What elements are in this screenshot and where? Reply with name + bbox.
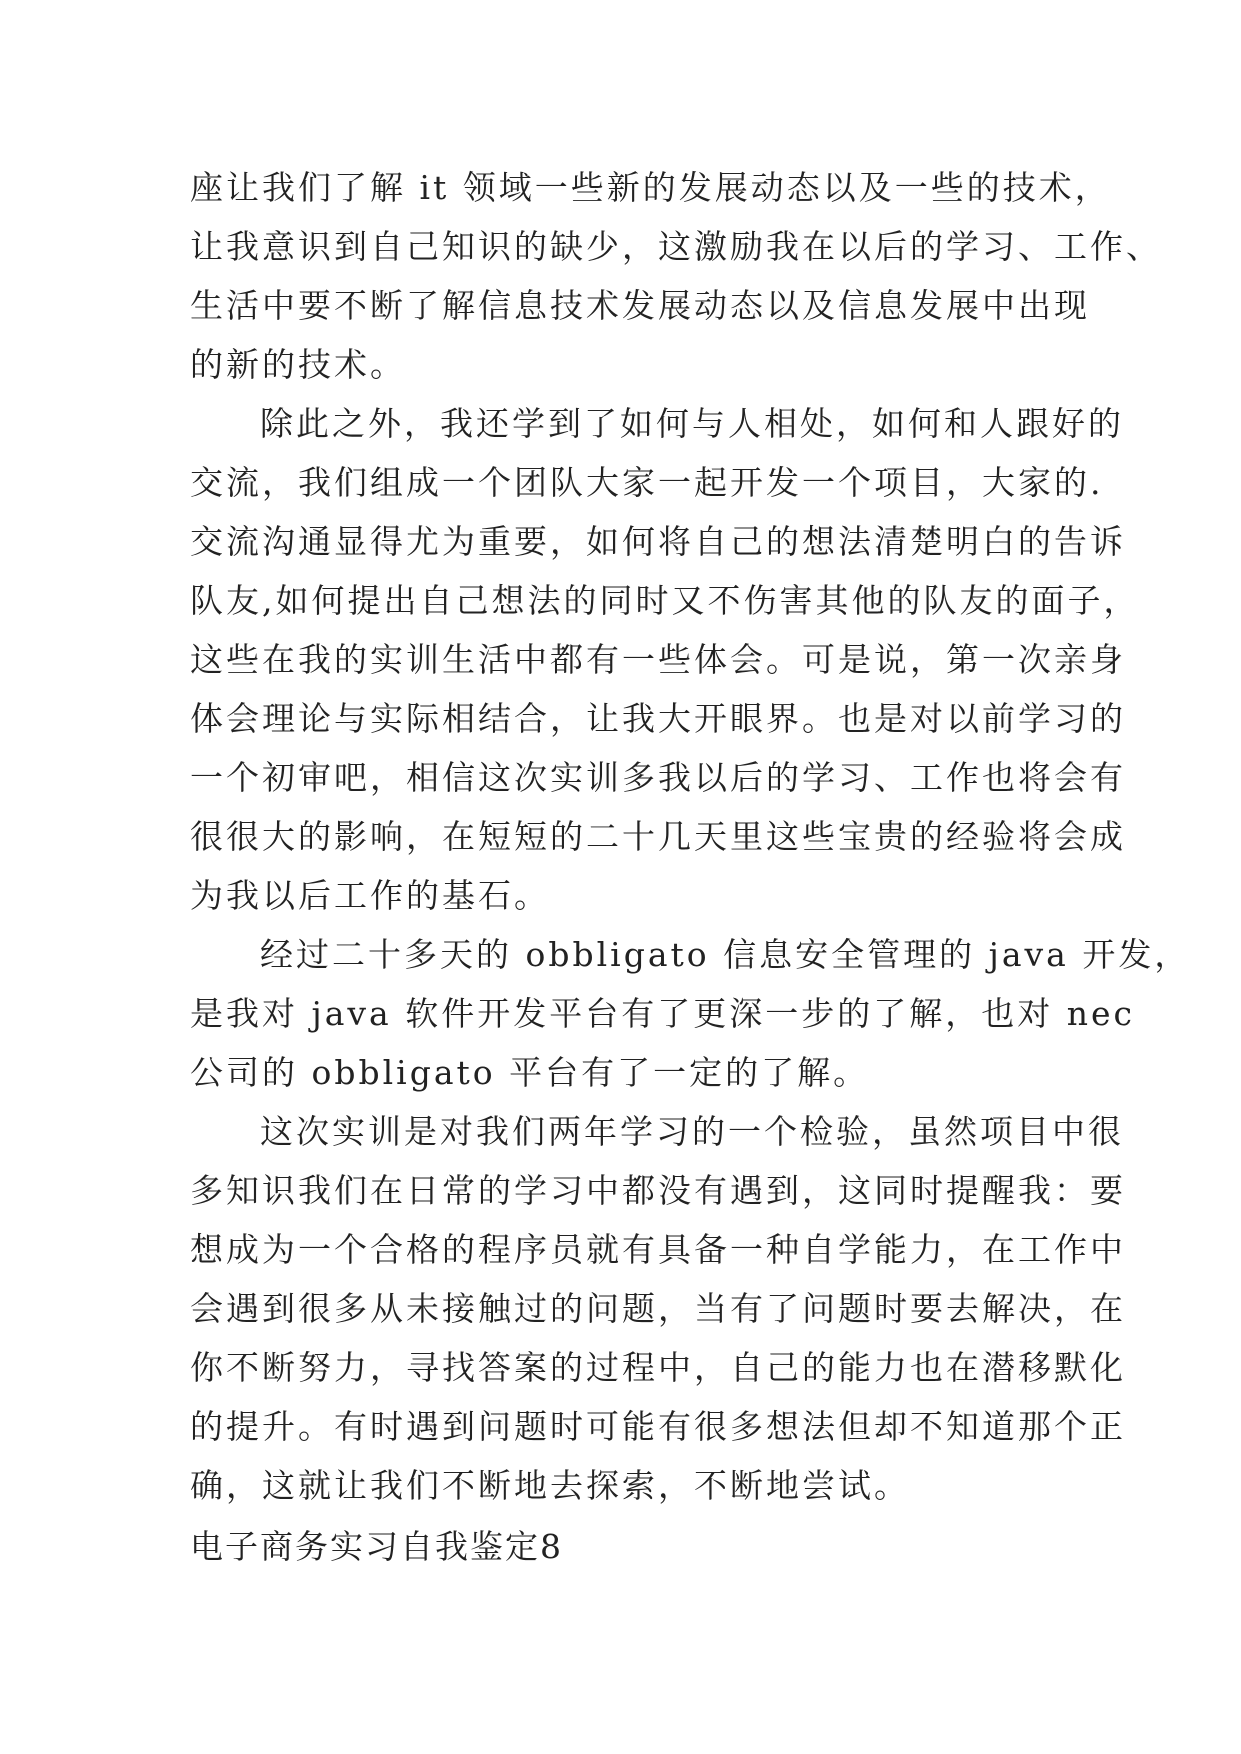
text-line: 你不断努力，寻找答案的过程中，自己的能力也在潜移默化 xyxy=(190,1348,1126,1387)
text-line: 除此之外，我还学到了如何与人相处，如何和人跟好的 xyxy=(260,404,1124,443)
text-line: 很很大的影响，在短短的二十几天里这些宝贵的经验将会成 xyxy=(190,817,1126,856)
text-line: 队友,如何提出自己想法的同时又不伤害其他的队友的面子， xyxy=(190,581,1140,620)
section-heading: 电子商务实习自我鉴定8 xyxy=(190,1527,563,1566)
text-line: 交流，我们组成一个团队大家一起开发一个项目，大家的. xyxy=(190,463,1104,502)
text-line: 为我以后工作的基石。 xyxy=(190,876,550,915)
text-line: 一个初审吧，相信这次实训多我以后的学习、工作也将会有 xyxy=(190,758,1126,797)
paragraph-1 xyxy=(190,158,1162,394)
text-line: 让我意识到自己知识的缺少，这激励我在以后的学习、工作、 xyxy=(190,227,1162,266)
text-line: 座让我们了解 it 领域一些新的发展动态以及一些的技术， xyxy=(190,168,1111,207)
text-line: 这些在我的实训生活中都有一些体会。可是说，第一次亲身 xyxy=(190,640,1126,679)
paragraph-4 xyxy=(190,1102,1126,1515)
text-line: 公司的 obbligato 平台有了一定的了解。 xyxy=(190,1053,870,1092)
text-line: 的新的技术。 xyxy=(190,345,406,384)
text-line: 交流沟通显得尤为重要，如何将自己的想法清楚明白的告诉 xyxy=(190,522,1126,561)
text-line: 会遇到很多从未接触过的问题，当有了问题时要去解决，在 xyxy=(190,1289,1126,1328)
text-line: 确，这就让我们不断地去探索，不断地尝试。 xyxy=(190,1466,910,1505)
text-line: 的提升。有时遇到问题时可能有很多想法但却不知道那个正 xyxy=(190,1407,1126,1446)
paragraph-3 xyxy=(190,925,1191,1102)
document-body xyxy=(190,158,1191,1576)
text-line: 体会理论与实际相结合，让我大开眼界。也是对以前学习的 xyxy=(190,699,1126,738)
text-line: 这次实训是对我们两年学习的一个检验，虽然项目中很 xyxy=(260,1112,1124,1151)
paragraph-2 xyxy=(190,394,1140,925)
text-line: 生活中要不断了解信息技术发展动态以及信息发展中出现 xyxy=(190,286,1090,325)
text-line: 想成为一个合格的程序员就有具备一种自学能力，在工作中 xyxy=(190,1230,1126,1269)
text-line: 多知识我们在日常的学习中都没有遇到，这同时提醒我：要 xyxy=(190,1171,1126,1210)
text-line: 是我对 java 软件开发平台有了更深一步的了解，也对 nec xyxy=(190,994,1135,1033)
text-line: 经过二十多天的 obbligato 信息安全管理的 java 开发， xyxy=(260,935,1191,974)
